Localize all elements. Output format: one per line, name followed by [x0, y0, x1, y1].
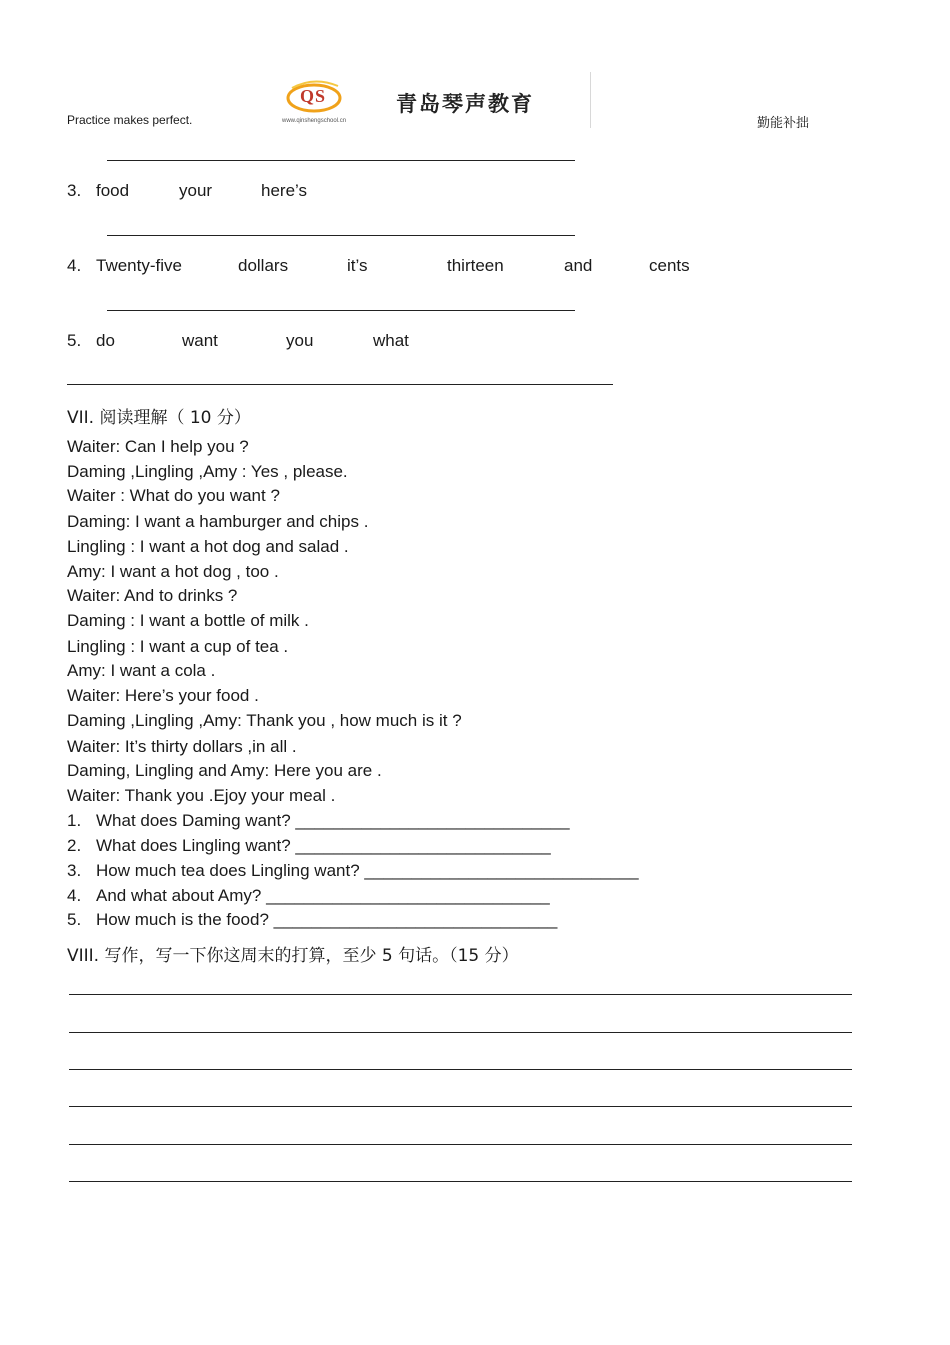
logo-mark-text: QS — [300, 86, 327, 106]
dialogue-line: Daming, Lingling and Amy: Here you are . — [67, 761, 382, 780]
dialogue-line: Amy: I want a hot dog , too . — [67, 562, 279, 581]
answer-line — [67, 384, 613, 385]
question-text: How much is the food? ______________________________ — [96, 910, 558, 929]
dialogue-line: Lingling : I want a hot dog and salad . — [67, 537, 349, 556]
dialogue-line: Waiter: And to drinks ? — [67, 586, 238, 605]
dialogue-line: Daming : I want a bottle of milk . — [67, 611, 309, 630]
logo-school-name: 青岛琴声教育 — [396, 92, 534, 116]
word: it’s — [347, 256, 368, 275]
dialogue-line: Daming: I want a hamburger and chips . — [67, 512, 369, 531]
dialogue-line: Waiter: Thank you .Ejoy your meal . — [67, 786, 336, 805]
section-heading-writing: VIII. 写作，写一下你这周末的打算，至少 5 句话。（15 分） — [67, 946, 519, 966]
question-text: How much tea does Lingling want? _____________________________ — [96, 861, 639, 880]
item-number: 4. — [67, 256, 82, 275]
writing-line[interactable] — [69, 1032, 852, 1033]
word: here’s — [261, 181, 307, 200]
word: your — [179, 181, 213, 200]
word: thirteen — [447, 256, 504, 275]
answer-line — [107, 235, 575, 236]
section-heading-reading: VII. 阅读理解（ 10 分） — [67, 408, 251, 428]
dialogue-line: Daming ,Lingling ,Amy: Thank you , how much is it ? — [67, 711, 462, 730]
item-number: 5. — [67, 331, 82, 350]
answer-line — [107, 160, 575, 161]
word: what — [373, 331, 409, 350]
dialogue-line: Waiter : What do you want ? — [67, 486, 280, 505]
school-logo — [274, 72, 591, 128]
word: dollars — [238, 256, 289, 275]
question-number: 3. — [67, 861, 82, 880]
dialogue-line: Amy: I want a cola . — [67, 661, 216, 680]
question-text: What does Daming want? _____________________________ — [96, 811, 570, 830]
header-motto: Practice makes perfect. — [67, 113, 193, 127]
header-slogan: 勤能补拙 — [757, 116, 810, 131]
question-text: And what about Amy? ______________________________ — [96, 886, 550, 905]
word: want — [182, 331, 218, 350]
word: and — [564, 256, 593, 275]
dialogue-line: Lingling : I want a cup of tea . — [67, 637, 289, 656]
question-number: 2. — [67, 836, 82, 855]
writing-line[interactable] — [69, 1106, 852, 1107]
word: Twenty-five — [96, 256, 182, 275]
question-text: What does Lingling want? ___________________________ — [96, 836, 551, 855]
question-number: 1. — [67, 811, 82, 830]
logo-url: www.qinshengschool.cn — [282, 118, 347, 124]
answer-line — [107, 310, 575, 311]
writing-line[interactable] — [69, 1144, 852, 1145]
writing-line[interactable] — [69, 1181, 852, 1182]
dialogue-line: Waiter: Can I help you ? — [67, 437, 249, 456]
word: food — [96, 181, 130, 200]
writing-line[interactable] — [69, 1069, 852, 1070]
question-number: 4. — [67, 886, 82, 905]
word: cents — [649, 256, 690, 275]
word: you — [286, 331, 314, 350]
dialogue-line: Daming ,Lingling ,Amy : Yes , please. — [67, 462, 348, 481]
dialogue-line: Waiter: It’s thirty dollars ,in all . — [67, 737, 297, 756]
question-number: 5. — [67, 910, 82, 929]
writing-line[interactable] — [69, 994, 852, 995]
item-number: 3. — [67, 181, 82, 200]
word: do — [96, 331, 115, 350]
dialogue-line: Waiter: Here’s your food . — [67, 686, 259, 705]
